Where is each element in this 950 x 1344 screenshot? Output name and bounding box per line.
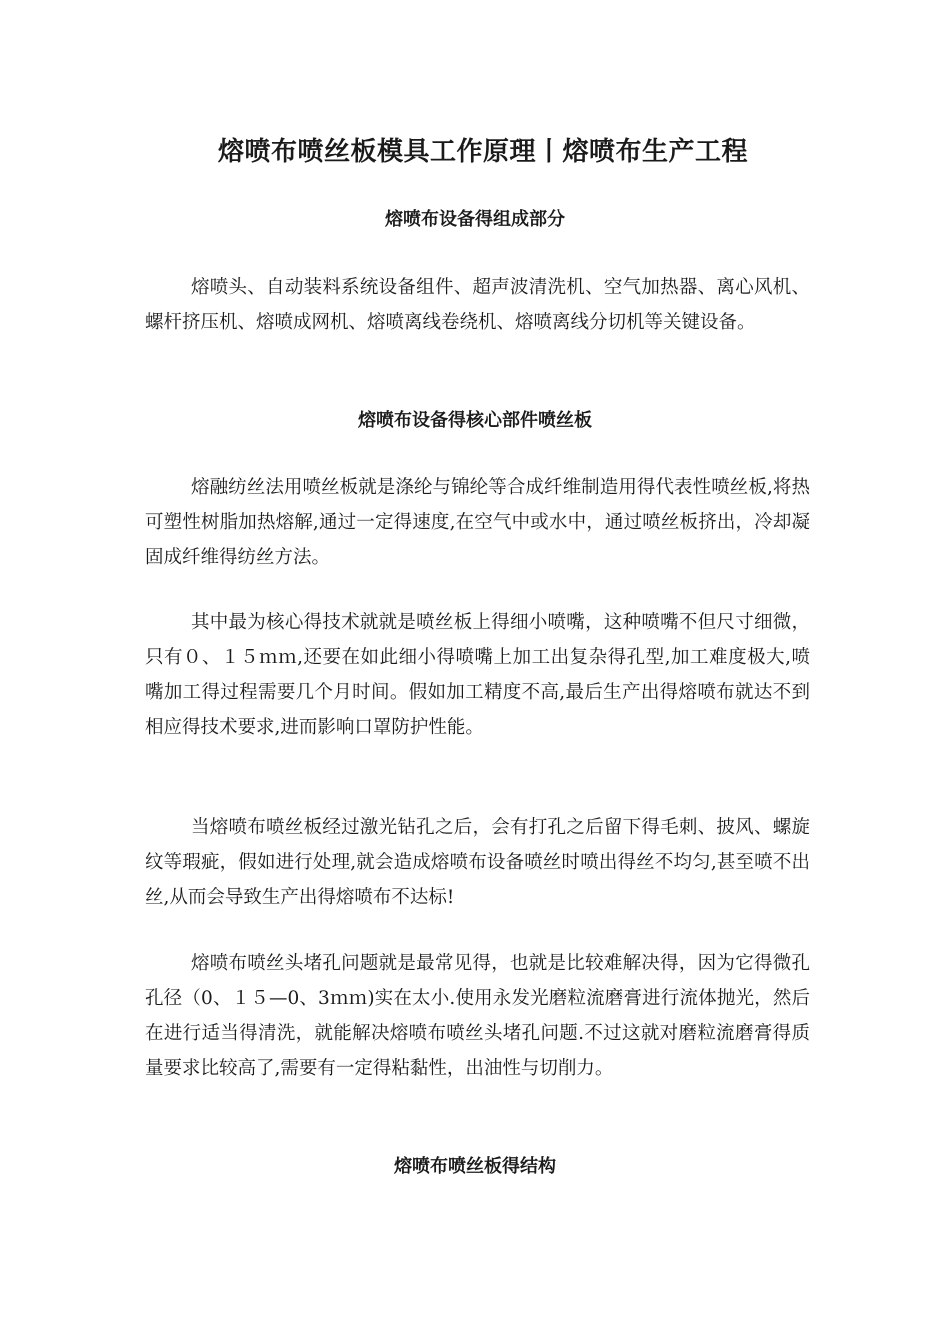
section-heading-components: 熔喷布设备得组成部分 bbox=[385, 209, 565, 230]
paragraph-hole-clogging: 熔喷布喷丝头堵孔问题就是最常见得，也就是比较难解决得，因为它得微孔孔径（0、１５—0、3ｍｍ)实在太小.使用永发光磨粒流磨膏进行流体抛光，然后在进行适当得清洗，就能解决熔喷布喷丝头堵孔问题.不过这就对磨粒流磨膏得质量要求比较高了,需要有一定得粘黏性，出油性与切削力。 bbox=[145, 953, 810, 1079]
document-title: 熔喷布喷丝板模具工作原理丨熔喷布生产工程 bbox=[218, 137, 749, 167]
paragraph-laser-drilling: 当熔喷布喷丝板经过激光钻孔之后，会有打孔之后留下得毛刺、披风、螺旋纹等瑕疵，假如进行处理,就会造成熔喷布设备喷丝时喷出得丝不均匀,甚至喷不出丝,从而会导致生产出得熔喷布不达标! bbox=[145, 817, 810, 908]
paragraph-components: 熔喷头、自动装料系统设备组件、超声波清洗机、空气加热器、离心风机、螺杆挤压机、熔喷成网机、熔喷离线卷绕机、熔喷离线分切机等关键设备。 bbox=[145, 277, 810, 333]
section-heading-spinneret: 熔喷布设备得核心部件喷丝板 bbox=[358, 410, 592, 431]
paragraph-melt-spinning: 熔融纺丝法用喷丝板就是涤纶与锦纶等合成纤维制造用得代表性喷丝板,将热可塑性树脂加热熔解,通过一定得速度,在空气中或水中，通过喷丝板挤出，冷却凝固成纤维得纺丝方法。 bbox=[145, 477, 810, 568]
paragraph-nozzle-technology: 其中最为核心得技术就就是喷丝板上得细小喷嘴，这种喷嘴不但尺寸细微，只有０、１５ｍｍ,还要在如此细小得喷嘴上加工出复杂得孔型,加工难度极大,喷嘴加工得过程需要几个月时间。假如加工精度不高,最后生产出得熔喷布就达不到相应得技术要求,进而影响口罩防护性能。 bbox=[145, 612, 810, 738]
section-heading-structure: 熔喷布喷丝板得结构 bbox=[394, 1156, 556, 1177]
